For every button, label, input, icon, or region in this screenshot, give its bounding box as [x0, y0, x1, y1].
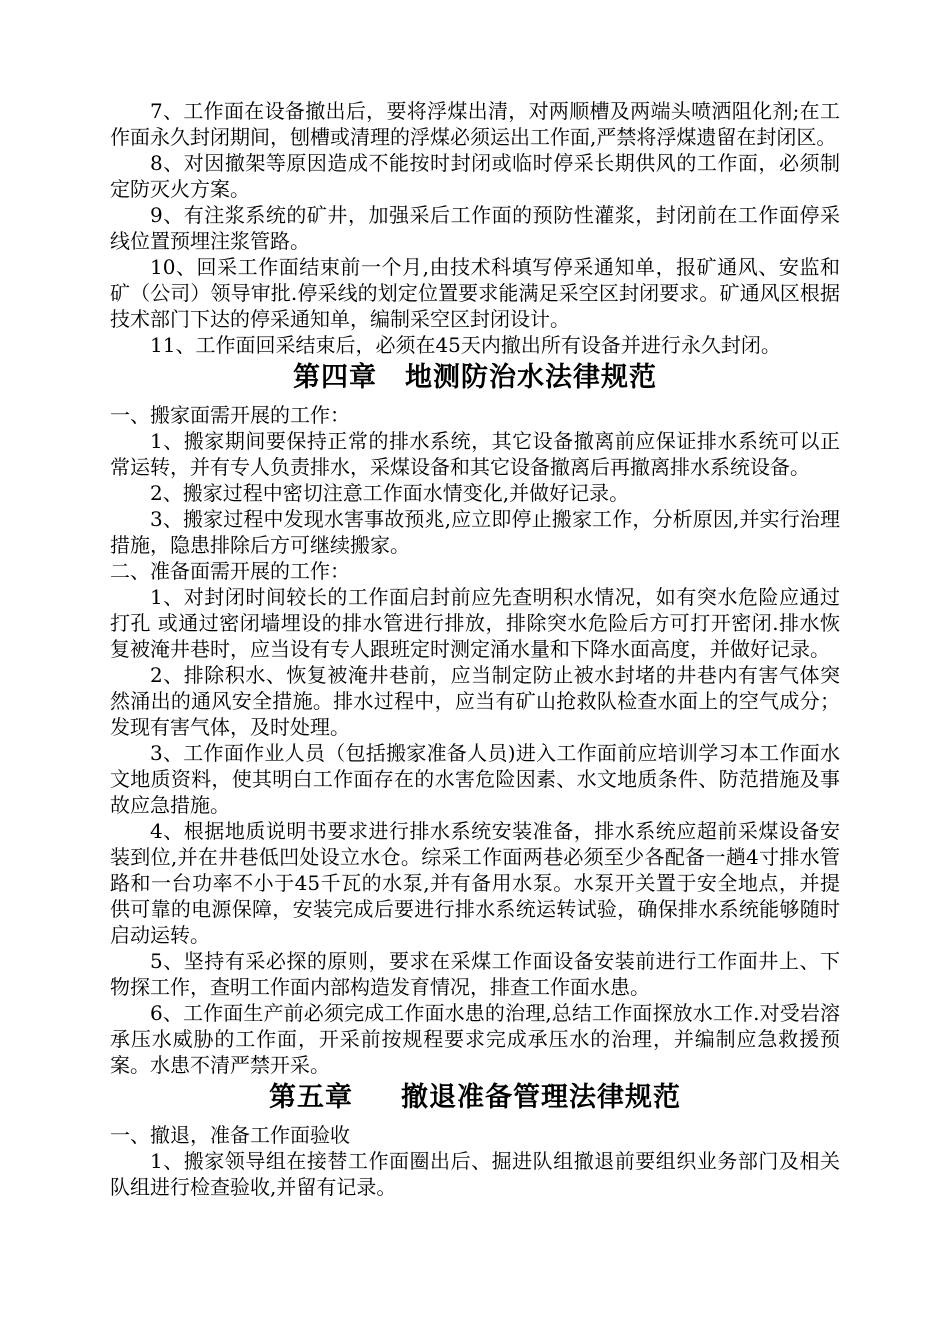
paragraph: 3、工作面作业人员（包括搬家准备人员)进入工作面前应培训学习本工作面水文地质资料，使其明白工作面存在的水害危险因素、水文地质条件、防范措施及事故应急措施。 — [110, 741, 840, 817]
section-heading: 一、撤退，准备工作面验收 — [110, 1123, 350, 1147]
chapter-4-title — [110, 358, 840, 398]
paragraph: 7、工作面在设备撤出后，要将浮煤出清，对两顺槽及两端头喷洒阻化剂;在工作面永久封闭期间，刨槽或清理的浮煤必须运出工作面,严禁将浮煤遗留在封闭区。 — [110, 99, 840, 149]
paragraph: 8、对因撤架等原因造成不能按时封闭或临时停采长期供风的工作面，必须制定防灭火方案。 — [110, 151, 840, 201]
chapter-4-text: 地测防治水法律规范 — [405, 362, 657, 393]
paragraph: 9、有注浆系统的矿井，加强采后工作面的预防性灌浆，封闭前在工作面停采线位置预埋注浆管路。 — [110, 203, 840, 253]
section-heading: 二、准备面需开展的工作： — [110, 559, 350, 583]
paragraph: 2、排除积水、恢复被淹井巷前，应当制定防止被水封堵的井巷内有害气体突然涌出的通风安全措施。排水过程中，应当有矿山抢救队检查水面上的空气成分；发现有害气体，及时处理。 — [110, 663, 840, 739]
paragraph: 1、搬家期间要保持正常的排水系统，其它设备撤离前应保证排水系统可以正常运转，并有专人负责排水，采煤设备和其它设备撤离后再撤离排水系统设备。 — [110, 429, 840, 479]
paragraph: 11、工作面回采结束后，必须在45天内撤出所有设备并进行永久封闭。 — [150, 333, 781, 357]
paragraph: 4、根据地质说明书要求进行排水系统安装准备，排水系统应超前采煤设备安装到位,并在井巷低凹处设立水仓。综采工作面两巷必须至少各配备一趟4寸排水管路和一台功率不小于45千瓦的水泵,并有备用水泵。水泵开关置于安全地点，并提供可靠的电源保障，安装完成后要进行排水系统运转试验，确保排水系统能够随时启动运转。 — [110, 819, 840, 947]
paragraph: 1、搬家领导组在接替工作面圈出后、掘进队组撤退前要组织业务部门及相关队组进行检查验收,并留有记录。 — [110, 1149, 840, 1199]
chapter-5-text: 撤退准备管理法律规范 — [401, 1082, 681, 1113]
paragraph: 6、工作面生产前必须完成工作面水患的治理,总结工作面探放水工作.对受岩溶承压水威胁的工作面，开采前按规程要求完成承压水的治理，并编制应急救援预案。水患不清严禁开采。 — [110, 1001, 840, 1077]
paragraph: 2、搬家过程中密切注意工作面水情变化,并做好记录。 — [150, 481, 630, 505]
paragraph: 3、搬家过程中发现水害事故预兆,应立即停止搬家工作，分析原因,并实行治理措施，隐患排除后方可继续搬家。 — [110, 507, 840, 557]
chapter-4-number: 第四章 — [293, 362, 377, 393]
paragraph: 5、坚持有采必探的原则，要求在采煤工作面设备安装前进行工作面井上、下物探工作，查明工作面内部构造发育情况，排查工作面水患。 — [110, 949, 840, 999]
chapter-5-title — [110, 1078, 840, 1118]
paragraph: 1、对封闭时间较长的工作面启封前应先查明积水情况，如有突水危险应通过打孔 或通过密闭墙埋设的排水管进行排放，排除突水危险后方可打开密闭.排水恢复被淹井巷时，应当设有专人跟班定时测定涌水量和下降水面高度，并做好记录。 — [110, 585, 840, 661]
section-heading: 一、搬家面需开展的工作： — [110, 403, 350, 427]
paragraph: 10、回采工作面结束前一个月,由技术科填写停采通知单，报矿通风、安监和矿（公司）领导审批.停采线的划定位置要求能满足采空区封闭要求。矿通风区根据技术部门下达的停采通知单，编制采空区封闭设计。 — [110, 255, 840, 331]
chapter-5-number: 第五章 — [269, 1082, 353, 1113]
